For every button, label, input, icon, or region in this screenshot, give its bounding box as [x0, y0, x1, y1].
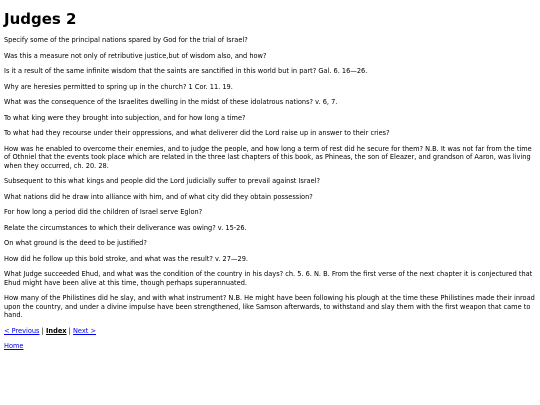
- page-title: Judges 2: [4, 10, 77, 28]
- question-item: Specify some of the principal nations spared by God for the trial of Israel?: [4, 36, 248, 44]
- question-item: To what had they recourse under their oppressions, and what deliverer did the Lord raise up in answer to their cries?: [4, 129, 390, 137]
- question-item: How many of the Philistines did he slay, and with what instrument? N.B. He might have been following his plough at the time these Philistines made their inroad upon the country, and under a divine impulse have been strengthened, like Samson afterwards, to withstand and slay them with the first weapon that came to hand.: [4, 294, 535, 319]
- question-item: To what king were they brought into subjection, and for how long a time?: [4, 113, 246, 122]
- question-item: Is it a result of the same infinite wisdom that the saints are sanctified in this world but in part? Gal. 6. 16—26.: [4, 67, 368, 75]
- question-list: [4, 36, 536, 320]
- nav-separator: |: [68, 326, 71, 335]
- page-navigation: [4, 327, 536, 336]
- question-item: On what ground is the deed to be justified?: [4, 239, 147, 247]
- question-item: How did he follow up this bold stroke, and what was the result? v. 27—29.: [4, 254, 249, 263]
- index-link[interactable]: Index: [45, 326, 67, 335]
- home-link[interactable]: Home: [4, 342, 24, 350]
- question-item: For how long a period did the children of Israel serve Eglon?: [4, 208, 203, 216]
- question-item: Relate the circumstances to which their deliverance was owing? v. 15-26.: [4, 223, 247, 232]
- question-item: Was this a measure not only of retributive justice,but of wisdom also, and how?: [4, 51, 267, 60]
- question-item: What was the consequence of the Israelites dwelling in the midst of these idolatrous nations? v. 6, 7.: [4, 98, 338, 106]
- question-item: What nations did he draw into alliance with him, and of what city did they obtain possession?: [4, 192, 313, 201]
- question-item: What Judge succeeded Ehud, and what was the condition of the country in his days? ch. 5. 6. N. B. From the first verse of the next chapter it is conjectured that Ehud might have been alive at this time, though perhaps superannuated.: [4, 270, 533, 287]
- question-item: Why are heresies permitted to spring up in the church? 1 Cor. 11. 19.: [4, 82, 233, 91]
- nav-separator: |: [41, 326, 44, 335]
- previous-link[interactable]: < Previous: [4, 326, 40, 335]
- next-link[interactable]: Next >: [73, 326, 96, 335]
- home-navigation: [4, 342, 536, 351]
- question-item: Subsequent to this what kings and people did the Lord judicially suffer to prevail against Israel?: [4, 177, 320, 185]
- question-item: How was he enabled to overcome their enemies, and to judge the people, and how long a term of rest did he secure for them? N.B. It was not far from the time of Othniel that the events took place which are related in the three last chapters of this book, as Phineas, the son of Eleazer, and grandson of Aaron, was living when they occurred, ch. 20. 28.: [4, 144, 532, 170]
